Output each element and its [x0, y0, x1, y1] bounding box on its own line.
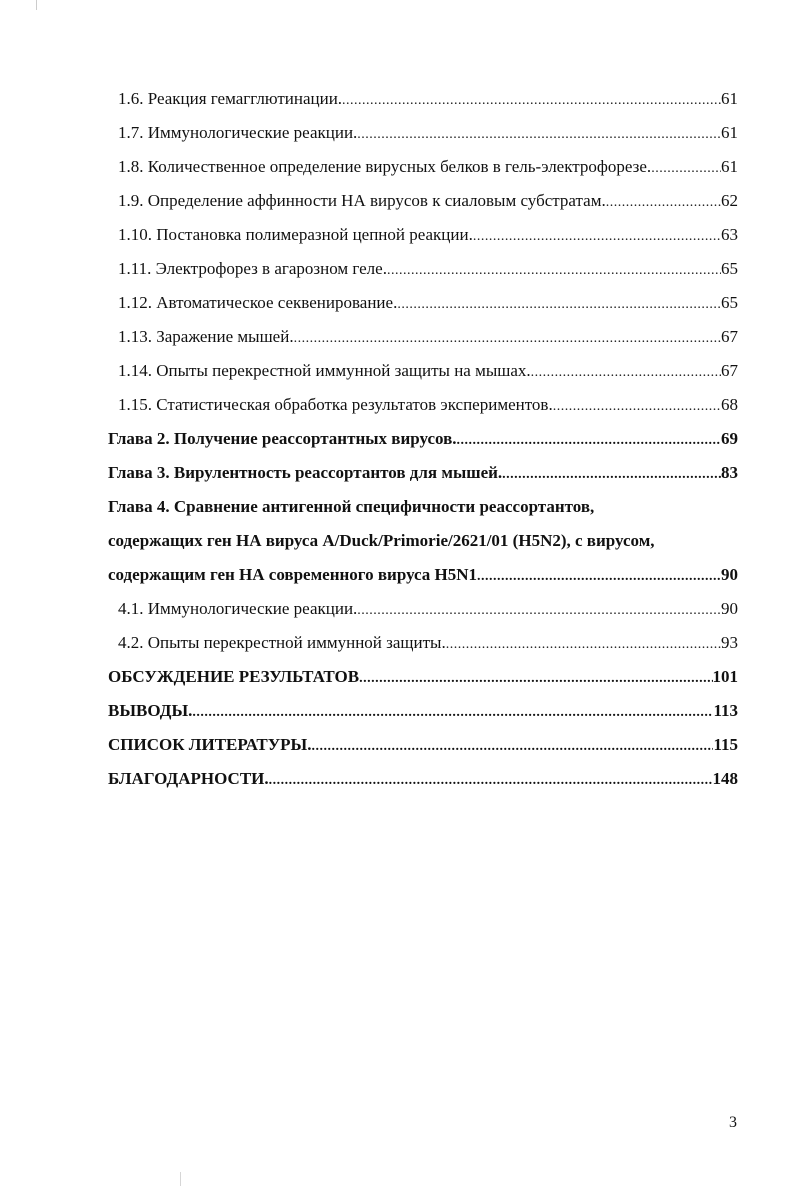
- toc-entry-label: Глава 4. Сравнение антигенной специфичности реассортантов,: [108, 497, 595, 516]
- toc-entry-page: 62: [721, 191, 738, 210]
- toc-entry-label: ВЫВОДЫ.: [108, 701, 193, 720]
- toc-entry-page: 148: [712, 769, 738, 788]
- toc-entry-label: 1.13. Заражение мышей.: [118, 327, 294, 346]
- toc-entry-label: СПИСОК ЛИТЕРАТУРЫ.: [108, 735, 312, 754]
- toc-entry-chapter-4-line-3[interactable]: [108, 558, 738, 592]
- table-of-contents: [108, 82, 738, 796]
- toc-leader-dots: [312, 730, 714, 764]
- toc-entry-page: 63: [721, 225, 738, 244]
- toc-entry-1-13[interactable]: [108, 320, 738, 354]
- toc-entry-label: 4.2. Опыты перекрестной иммунной защиты.: [118, 633, 446, 652]
- toc-leader-dots: [531, 356, 721, 390]
- toc-entry-page: 65: [721, 259, 738, 278]
- toc-entry-page: 115: [713, 735, 738, 754]
- toc-entry-page: 65: [721, 293, 738, 312]
- toc-entry-label: ОБСУЖДЕНИЕ РЕЗУЛЬТАТОВ: [108, 667, 360, 686]
- toc-entry-chapter-2[interactable]: [108, 422, 738, 456]
- toc-entry-page: 83: [721, 463, 738, 482]
- page-number: 3: [729, 1114, 737, 1131]
- toc-entry-chapter-3[interactable]: [108, 456, 738, 490]
- toc-entry-label: 1.12. Автоматическое секвенирование.: [118, 293, 398, 312]
- toc-entry-label: Глава 3. Вирулентность реассортантов для мышей.: [108, 463, 503, 482]
- toc-entry-label: 1.8. Количественное определение вирусных белков в гель-электрофорезе.: [118, 157, 652, 176]
- toc-entry-references[interactable]: [108, 728, 738, 762]
- toc-entry-label: 4.1. Иммунологические реакции.: [118, 599, 358, 618]
- toc-entry-label: содержащих ген НА вируса A/Duck/Primorie/2621/01 (H5N2), с вирусом,: [108, 531, 655, 550]
- toc-leader-dots: [477, 560, 721, 594]
- toc-leader-dots: [502, 458, 721, 492]
- toc-entry-4-1[interactable]: [108, 592, 738, 626]
- toc-leader-dots: [446, 628, 721, 662]
- toc-leader-dots: [397, 288, 721, 322]
- toc-entry-conclusions[interactable]: [108, 694, 738, 728]
- toc-entry-label: БЛАГОДАРНОСТИ.: [108, 769, 269, 788]
- toc-entry-page: 90: [721, 599, 738, 618]
- toc-leader-dots: [387, 254, 721, 288]
- toc-entry-1-8[interactable]: [108, 150, 738, 184]
- toc-entry-chapter-4-line-1[interactable]: [108, 490, 738, 524]
- toc-entry-1-15[interactable]: [108, 388, 738, 422]
- toc-entry-discussion[interactable]: [108, 660, 738, 694]
- toc-entry-label: 1.9. Определение аффинности НА вирусов к сиаловым субстратам.: [118, 191, 606, 210]
- toc-entry-page: 113: [713, 701, 738, 720]
- toc-leader-dots: [606, 186, 721, 220]
- toc-leader-dots: [294, 322, 721, 356]
- toc-entry-1-12[interactable]: [108, 286, 738, 320]
- toc-leader-dots: [269, 764, 713, 798]
- toc-entry-page: 68: [721, 395, 738, 414]
- scan-artifact-top: [36, 0, 37, 10]
- toc-entry-acknowledgements[interactable]: [108, 762, 738, 796]
- toc-entry-1-11[interactable]: [108, 252, 738, 286]
- scan-artifact-bottom: [180, 1172, 181, 1186]
- toc-entry-label: 1.7. Иммунологические реакции.: [118, 123, 358, 142]
- toc-entry-page: 61: [721, 157, 738, 176]
- toc-entry-page: 67: [721, 361, 738, 380]
- toc-entry-page: 101: [712, 667, 738, 686]
- toc-entry-label: 1.10. Постановка полимеразной цепной реакции.: [118, 225, 473, 244]
- toc-leader-dots: [473, 220, 721, 254]
- toc-leader-dots: [192, 696, 713, 730]
- toc-leader-dots: [359, 662, 712, 696]
- toc-entry-1-6[interactable]: [108, 82, 738, 116]
- toc-entry-label: 1.6. Реакция гемагглютинации.: [118, 89, 343, 108]
- toc-entry-4-2[interactable]: [108, 626, 738, 660]
- toc-leader-dots: [342, 84, 721, 118]
- toc-entry-page: 61: [721, 89, 738, 108]
- toc-entry-label: 1.11. Электрофорез в агарозном геле.: [118, 259, 387, 278]
- toc-leader-dots: [457, 424, 722, 458]
- toc-entry-page: 67: [721, 327, 738, 346]
- toc-entry-page: 61: [721, 123, 738, 142]
- toc-entry-1-7[interactable]: [108, 116, 738, 150]
- toc-entry-label: Глава 2. Получение реассортантных вирусов.: [108, 429, 457, 448]
- toc-entry-label: 1.15. Статистическая обработка результатов экспериментов.: [118, 395, 553, 414]
- toc-entry-label: содержащим ген НА современного вируса H5N1: [108, 565, 478, 584]
- toc-leader-dots: [553, 390, 721, 424]
- toc-entry-1-9[interactable]: [108, 184, 738, 218]
- toc-entry-1-10[interactable]: [108, 218, 738, 252]
- toc-entry-page: 90: [721, 565, 738, 584]
- toc-leader-dots: [357, 118, 721, 152]
- toc-entry-chapter-4-line-2[interactable]: [108, 524, 738, 558]
- toc-leader-dots: [357, 594, 721, 628]
- toc-entry-page: 69: [721, 429, 738, 448]
- toc-entry-page: 93: [721, 633, 738, 652]
- toc-leader-dots: [651, 152, 721, 186]
- toc-entry-1-14[interactable]: [108, 354, 738, 388]
- toc-entry-label: 1.14. Опыты перекрестной иммунной защиты на мышах.: [118, 361, 531, 380]
